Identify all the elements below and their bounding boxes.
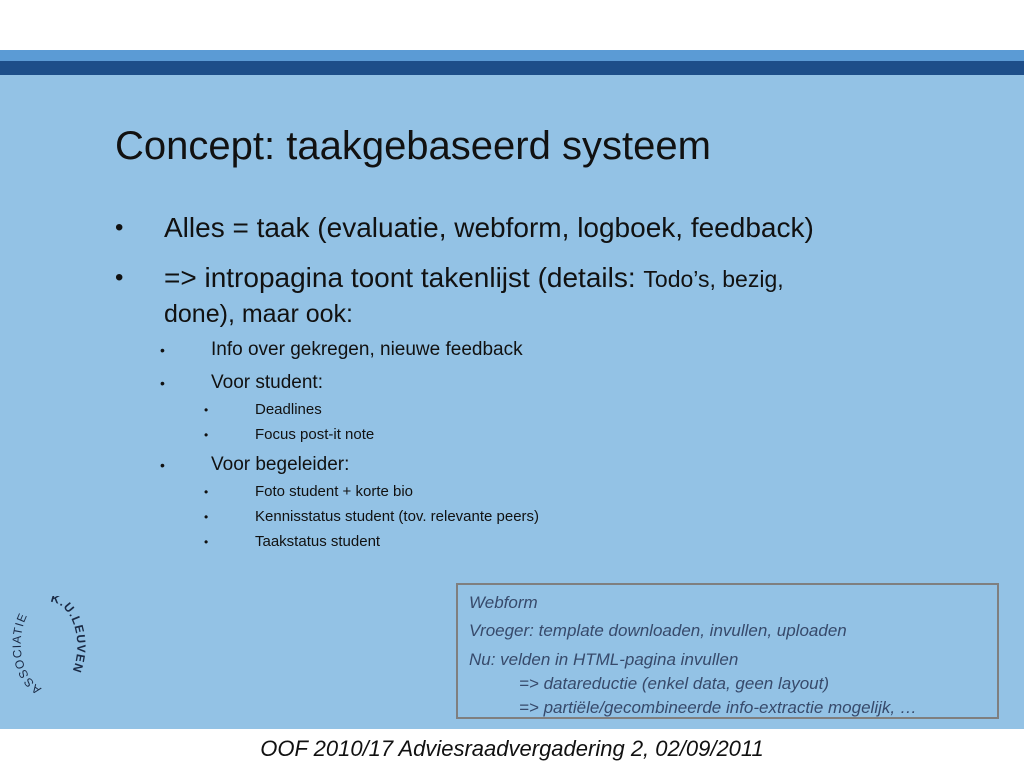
header-stripe-dark	[0, 61, 1024, 75]
bullet-marker: •	[160, 457, 165, 473]
bullet-marker: •	[115, 264, 124, 291]
bullet-text-main: => intropagina toont takenlijst (details:	[164, 262, 644, 293]
note-line: => partiële/gecombineerde info-extractie mogelijk, …	[519, 698, 917, 717]
header-area	[0, 0, 1024, 50]
bullet-text: Alles = taak (evaluatie, webform, logboek, feedback)	[164, 212, 814, 243]
header-stripe-light	[0, 50, 1024, 61]
ku-leuven-associatie-logo	[12, 596, 88, 700]
logo-graphic	[12, 596, 88, 700]
svg-text:ASSOCIATIE: ASSO IE	[12, 610, 44, 698]
bullet-marker: •	[204, 485, 209, 499]
note-line: Nu: velden in HTML-pagina invullen	[469, 650, 739, 669]
bullet-text: Kennisstatus student (tov. relevante peers)	[255, 508, 540, 525]
note-line: Vroeger: template downloaden, invullen, uploaden	[469, 621, 847, 640]
bullet-marker: •	[204, 428, 209, 442]
bullet-text: Deadlines	[255, 401, 322, 418]
bullet-marker: •	[204, 403, 209, 417]
bullet-marker: •	[160, 342, 165, 358]
bullet-text	[164, 260, 784, 297]
bullet-text: Focus post-it note	[255, 426, 375, 443]
note-heading: Webform	[469, 593, 538, 612]
bullet-marker: •	[160, 375, 165, 391]
bullet-text: Voor student:	[211, 372, 323, 393]
bullet-marker: •	[115, 214, 124, 241]
bullet-marker: •	[204, 510, 209, 524]
bullet-text: Info over gekregen, nieuwe feedback	[211, 339, 523, 360]
bullet-text-line2: done), maar ook:	[164, 300, 353, 328]
bullet-text-small: Todo’s, bezig,	[643, 266, 784, 292]
slide-title: Concept: taakgebaseerd systeem	[115, 124, 711, 168]
note-box	[456, 583, 999, 719]
bullet-text: Voor begeleider:	[211, 454, 350, 475]
footer-text: OOF 2010/17 Adviesraadvergadering 2, 02/09/2011	[260, 736, 764, 761]
bullet-text: Foto student + korte bio	[255, 483, 414, 500]
svg-text:K.U.LEUVEN: K.U.LEUVEN	[49, 596, 88, 676]
bullet-marker: •	[204, 535, 209, 549]
note-line: => datareductie (enkel data, geen layout)	[519, 674, 829, 693]
bullet-text: Taakstatus student	[255, 533, 381, 550]
